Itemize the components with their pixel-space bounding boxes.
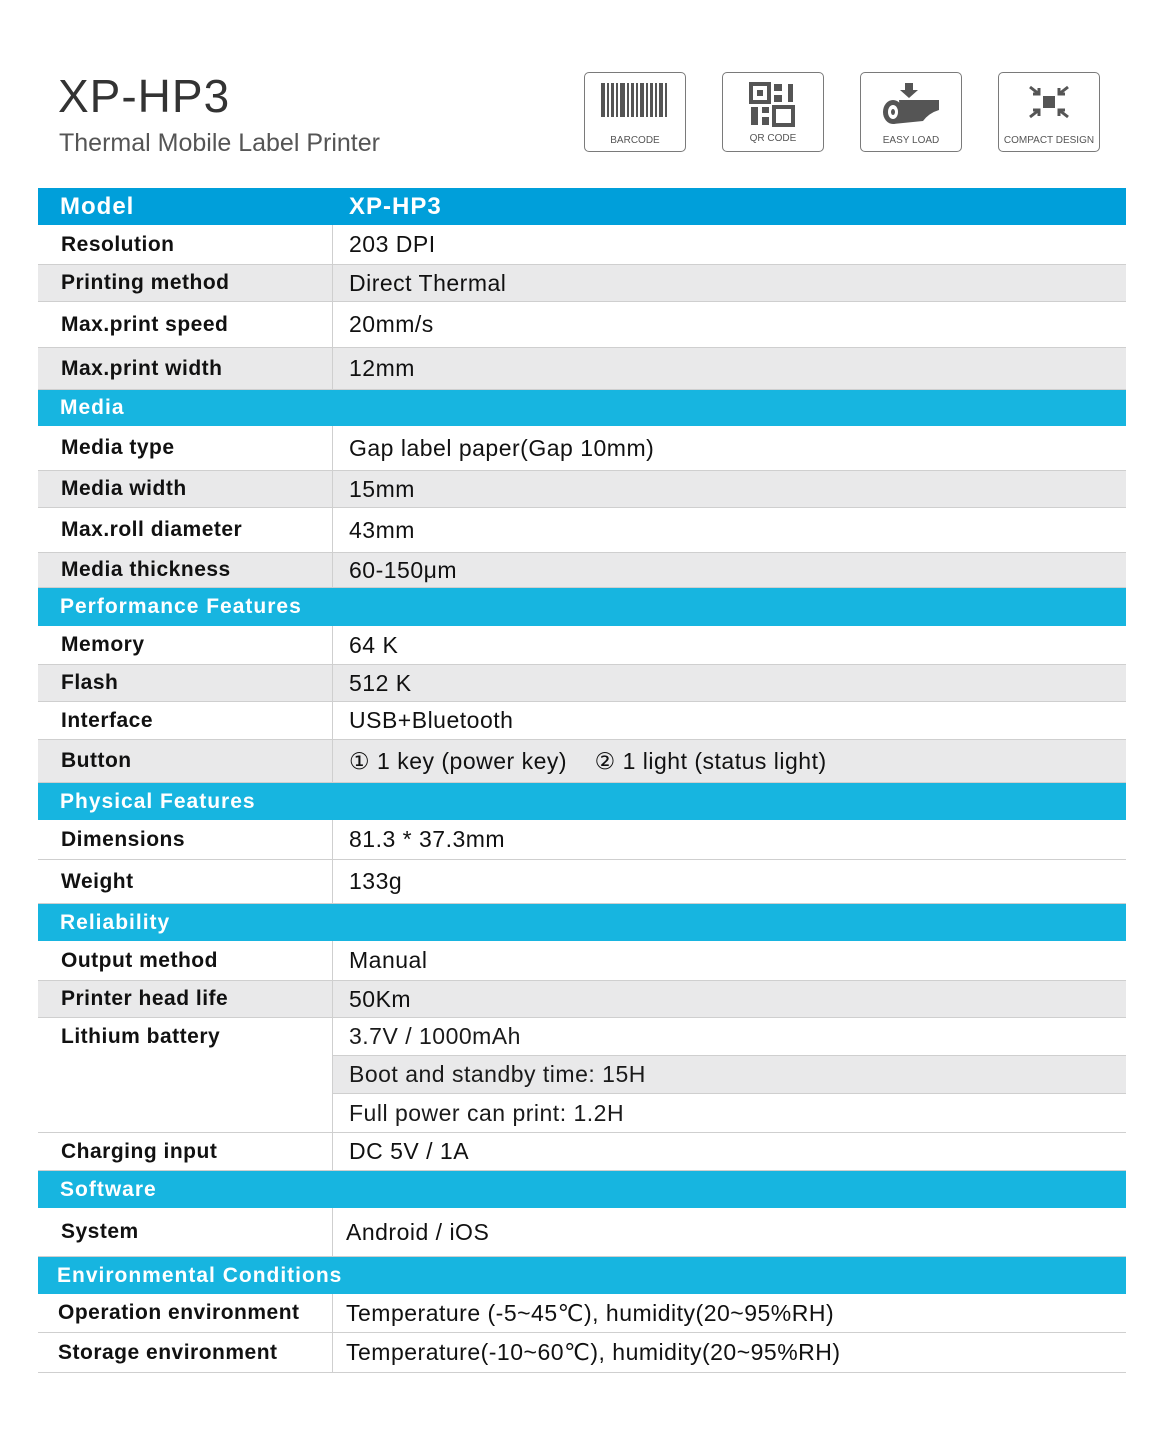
- spec-row-max-print-speed: [38, 302, 1126, 348]
- spec-value: 512 K: [332, 665, 1126, 701]
- spec-row-resolution: [38, 225, 1126, 265]
- product-subtitle: Thermal Mobile Label Printer: [59, 129, 380, 157]
- feature-label: COMPACT DESIGN: [1003, 135, 1095, 146]
- spec-label: Printing method: [61, 271, 230, 294]
- spec-label: System: [61, 1220, 139, 1243]
- spec-label: Flash: [61, 671, 119, 694]
- spec-label: Lithium battery: [61, 1025, 221, 1048]
- battery-values: [332, 1018, 1126, 1132]
- page-header: [0, 0, 1165, 188]
- spec-value: Temperature(-10~60℃), humidity(20~95%RH): [332, 1333, 1126, 1372]
- spec-table: [38, 188, 1126, 1373]
- spec-label: Max.roll diameter: [61, 518, 243, 541]
- spec-value: 133g: [332, 860, 1126, 903]
- spec-value: Manual: [332, 941, 1126, 980]
- spec-row-max-roll-diameter: [38, 508, 1126, 553]
- spec-label: Dimensions: [61, 827, 186, 851]
- section-header-software: Software: [38, 1171, 1126, 1208]
- spec-value: Temperature (-5~45℃), humidity(20~95%RH): [332, 1294, 1126, 1332]
- spec-label: Resolution: [61, 232, 175, 256]
- feature-label: QR CODE: [749, 133, 797, 144]
- feature-easy-load: [860, 72, 962, 152]
- spec-label: Media width: [61, 477, 187, 500]
- spec-value: 15mm: [332, 471, 1126, 507]
- battery-value: Boot and standby time: 15H: [333, 1056, 1126, 1094]
- model-label: Model: [60, 192, 135, 220]
- model-value: XP-HP3: [349, 192, 442, 220]
- spec-label: Operation environment: [58, 1301, 300, 1324]
- spec-label: Max.print width: [61, 356, 223, 380]
- spec-row-charging-input: [38, 1133, 1126, 1171]
- spec-value: Gap label paper(Gap 10mm): [332, 426, 1126, 470]
- spec-label: Media thickness: [61, 558, 231, 581]
- paper-roll-icon: [879, 81, 943, 125]
- spec-label: Storage environment: [58, 1340, 278, 1364]
- spec-value: 50Km: [332, 981, 1126, 1017]
- feature-label: BARCODE: [610, 135, 660, 146]
- compact-arrows-icon: [1024, 81, 1074, 123]
- feature-barcode: [584, 72, 686, 152]
- spec-row-max-print-width: [38, 348, 1126, 390]
- section-header-performance: Performance Features: [38, 588, 1126, 626]
- spec-row-output-method: [38, 941, 1126, 981]
- section-header-reliability: Reliability: [38, 904, 1126, 941]
- feature-qr-code: [722, 72, 824, 152]
- feature-label: EASY LOAD: [882, 135, 940, 146]
- model-header-row: [38, 188, 1126, 225]
- spec-row-system: [38, 1208, 1126, 1257]
- spec-value: 81.3 * 37.3mm: [332, 820, 1126, 859]
- product-title: XP-HP3: [58, 70, 231, 122]
- spec-row-media-width: [38, 471, 1126, 508]
- battery-value: Full power can print: 1.2H: [349, 1099, 625, 1126]
- spec-row-interface: [38, 702, 1126, 740]
- spec-row-printer-head-life: [38, 981, 1126, 1018]
- spec-row-storage-environment: [38, 1333, 1126, 1373]
- spec-label: Printer head life: [61, 987, 229, 1010]
- spec-label: Button: [61, 749, 132, 772]
- spec-row-flash: [38, 665, 1126, 702]
- spec-row-operation-environment: [38, 1294, 1126, 1333]
- spec-value: Direct Thermal: [332, 265, 1126, 301]
- section-header-media: Media: [38, 390, 1126, 426]
- feature-compact-design: [998, 72, 1100, 152]
- spec-row-dimensions: [38, 820, 1126, 860]
- spec-label: Weight: [61, 869, 134, 893]
- spec-value: 64 K: [332, 626, 1126, 664]
- spec-value: 43mm: [332, 508, 1126, 552]
- spec-row-button: [38, 740, 1126, 783]
- barcode-icon: [599, 81, 671, 121]
- spec-value: 203 DPI: [332, 225, 1126, 264]
- spec-value: ① 1 key (power key) ② 1 light (status light): [332, 740, 1126, 782]
- section-header-environment: Environmental Conditions: [38, 1257, 1126, 1294]
- spec-row-media-thickness: [38, 553, 1126, 588]
- spec-label: Charging input: [61, 1139, 218, 1163]
- spec-value: 20mm/s: [332, 302, 1126, 347]
- spec-label: Output method: [61, 948, 218, 972]
- spec-row-weight: [38, 860, 1126, 904]
- spec-label: Media type: [61, 436, 175, 459]
- spec-value: 60-150μm: [332, 553, 1126, 587]
- spec-row-lithium-battery: [38, 1018, 1126, 1133]
- spec-label: Interface: [61, 708, 154, 732]
- spec-label: Max.print speed: [61, 312, 229, 336]
- spec-row-media-type: [38, 426, 1126, 471]
- spec-value: Android / iOS: [332, 1208, 1126, 1256]
- qr-code-icon: [748, 81, 798, 127]
- spec-row-printing-method: [38, 265, 1126, 302]
- spec-label: Memory: [61, 633, 145, 656]
- section-header-physical: Physical Features: [38, 783, 1126, 820]
- spec-value: 12mm: [332, 348, 1126, 389]
- spec-row-memory: [38, 626, 1126, 665]
- spec-value: USB+Bluetooth: [332, 702, 1126, 739]
- battery-value: 3.7V / 1000mAh: [333, 1018, 1126, 1056]
- spec-value: DC 5V / 1A: [332, 1133, 1126, 1170]
